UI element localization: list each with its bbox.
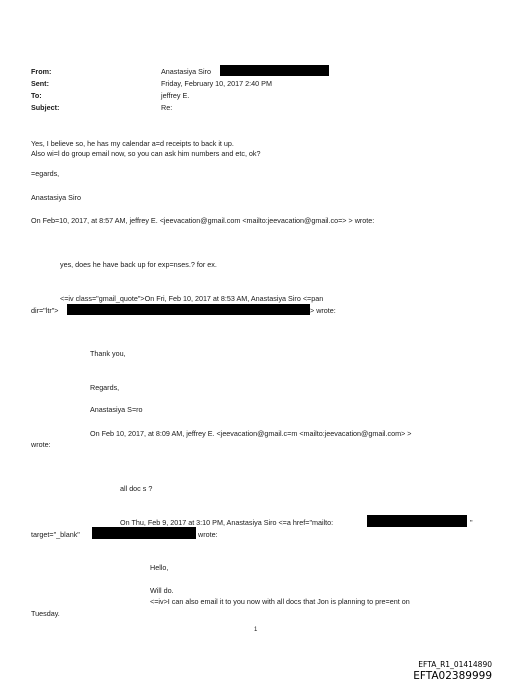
page-number: 1 [254, 627, 258, 633]
regards-text: =egards, [31, 169, 60, 178]
document-ref-large: EFTA02389999 [413, 670, 492, 682]
quote-4-header-line-1: On Thu, Feb 9, 2017 at 3:10 PM, Anastasiya Siro <=a href="mailto: [120, 518, 334, 527]
from-value: Anastasiya Siro [161, 67, 211, 76]
body-line-1: Yes, I believe so, he has my calendar a=d receipts to back it up. [31, 139, 234, 148]
subject-label: Subject: [31, 103, 60, 112]
from-label: From: [31, 67, 52, 76]
body-line-2: Also wi=l do group email now, so you can ask him numbers and etc, ok? [31, 149, 261, 158]
redaction-bar [92, 527, 196, 539]
to-label: To: [31, 91, 42, 100]
quote-4-header-line-1-end: " [470, 518, 473, 527]
quote-4-header-line-2-end: wrote: [198, 530, 218, 539]
quote-4-hello: Hello, [150, 563, 169, 572]
signature-text: Anastasiya Siro [31, 193, 81, 202]
quote-4-header-line-2-start: target="_blank" [31, 530, 80, 539]
quote-2-header-line-2-end: > wrote: [310, 306, 336, 315]
quote-3-text: all doc s ? [120, 484, 153, 493]
redaction-bar [367, 515, 467, 527]
quote-2-header-line-1: <=iv class="gmail_quote">On Fri, Feb 10, 2017 at 8:53 AM, Anastasiya Siro <=pan [60, 294, 324, 303]
quote-3-header: On Feb 10, 2017, at 8:09 AM, jeffrey E. <jeevacation@gmail.c=m <mailto:jeevacation@gmail.com> > [90, 429, 412, 438]
document-ref-small: EFTA_R1_01414890 [418, 660, 492, 669]
to-value: jeffrey E. [161, 91, 190, 100]
quote-4-line: <=iv>I can also email it to you now with all docs that Jon is planning to pre=ent on [150, 597, 410, 606]
sent-value: Friday, February 10, 2017 2:40 PM [161, 79, 272, 88]
quote-1-text: yes, does he have back up for exp=nses.? for ex. [60, 260, 217, 269]
sent-label: Sent: [31, 79, 49, 88]
quote-4-tuesday: Tuesday. [31, 609, 60, 618]
redaction-bar [67, 304, 310, 315]
quote-2-header-line-2-start: dir="ltr"> [31, 306, 59, 315]
quote-1-header: On Feb=10, 2017, at 8:57 AM, jeffrey E. <jeevacation@gmail.com <mailto:jeevacation@gmail.co=> > wrote: [31, 216, 375, 225]
redaction-bar [220, 65, 329, 76]
quote-4-will-do: Will do. [150, 586, 174, 595]
quote-2-signature: Anastasiya S=ro [90, 405, 143, 414]
quote-2-thanks: Thank you, [90, 349, 126, 358]
quote-3-wrote: wrote: [31, 440, 51, 449]
quote-2-regards: Regards, [90, 383, 120, 392]
subject-value: Re: [161, 103, 173, 112]
